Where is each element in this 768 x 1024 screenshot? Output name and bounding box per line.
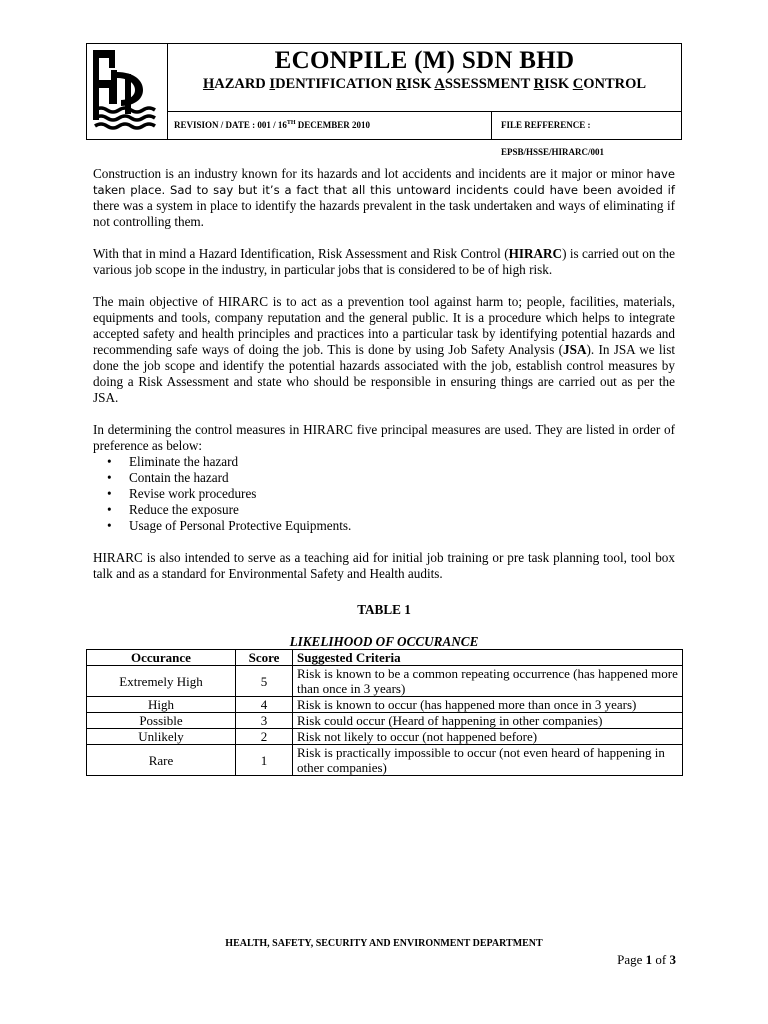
table-cell: High <box>87 697 236 713</box>
paragraph-hirarc: With that in mind a Hazard Identification, Risk Assessment and Risk Control (HIRARC) is carried out on the various job scope in the industry, in particular jobs that is considered to be of high risk. <box>93 246 675 277</box>
control-measures-list <box>93 454 675 534</box>
table-cell: Risk is known to be a common repeating occurrence (has happened more than once in 3 years) <box>293 666 683 697</box>
table-caption: TABLE 1 <box>357 602 411 617</box>
paragraph-intro: Construction is an industry known for its hazards and lot accidents and incidents are it major or minor have taken place. Sad to say but it’s a fact that all this untoward incidents could have been avoided if there was a system in place to identify the hazards prevalent in the task undertaken and ways of eliminating if not controlling them. <box>93 166 675 229</box>
document-body <box>93 166 675 666</box>
document-title: HAZARD IDENTIFICATION RISK ASSESSMENT RISK CONTROL <box>202 76 647 92</box>
table-cell: 2 <box>236 729 293 745</box>
paragraph-objective: The main objective of HIRARC is to act as a prevention tool against harm to; people, facilities, materials, equipments and tools, company reputation and the general public. It is a procedure which helps to integrate accepted safety and health principles and practices into a particular task by identifying potential hazards and recommending safe ways of doing the job. This is done by using Job Safety Analysis (JSA). In JSA we list done the job scope and identify the potential hazards associated with the job, establish control measures by doing a Risk Assessment and state who should be responsible in ensuring things are carried out as per the JSA. <box>93 294 676 405</box>
title-cell <box>168 44 681 112</box>
table-cell: Rare <box>87 745 236 776</box>
table-cell: 5 <box>236 666 293 697</box>
table-header-row <box>87 650 683 666</box>
table-row <box>87 745 683 776</box>
paragraph-teaching-aid: HIRARC is also intended to serve as a teaching aid for initial job training or pre task planning tool, tool box talk and as a standard for Environmental Safety and Health audits. <box>93 550 675 581</box>
table-cell: Risk not likely to occur (not happened before) <box>293 729 683 745</box>
econpile-logo-icon <box>87 44 167 139</box>
table-subtitle: LIKELIHOOD OF OCCURANCE <box>289 634 479 649</box>
list-item: • Usage of Personal Protective Equipments. <box>129 518 675 534</box>
table-row <box>87 666 683 697</box>
department-footer: HEALTH, SAFETY, SECURITY AND ENVIRONMENT DEPARTMENT <box>225 938 543 949</box>
table-cell: 3 <box>236 713 293 729</box>
file-reference: FILE REFFERENCE : EPSB/HSSE/HIRARC/001 <box>501 120 605 157</box>
likelihood-table <box>86 649 683 776</box>
table-cell: Unlikely <box>87 729 236 745</box>
paragraph-control-measures: In determining the control measures in HIRARC five principal measures are used. They are listed in order of preference as below: <box>93 422 675 453</box>
list-item: • Revise work procedures <box>129 486 675 502</box>
company-logo <box>87 44 168 139</box>
column-header: Score <box>236 650 293 666</box>
company-name: ECONPILE (M) SDN BHD <box>274 47 575 74</box>
table-cell: 1 <box>236 745 293 776</box>
column-header: Suggested Criteria <box>293 650 683 666</box>
table-cell: Risk is practically impossible to occur (not even heard of happening in other companies) <box>293 745 683 776</box>
page-number: Page 1 of 3 <box>617 952 676 967</box>
table-cell: Extremely High <box>87 666 236 697</box>
table-cell: Possible <box>87 713 236 729</box>
table-cell: 4 <box>236 697 293 713</box>
revision-date: REVISION / DATE : 001 / 16TH DECEMBER 2010 <box>168 112 492 139</box>
list-item: • Reduce the exposure <box>129 502 675 518</box>
table-cell: Risk is known to occur (has happened more than once in 3 years) <box>293 697 683 713</box>
list-item: • Contain the hazard <box>129 470 675 486</box>
table-cell: Risk could occur (Heard of happening in other companies) <box>293 713 683 729</box>
column-header: Occurance <box>87 650 236 666</box>
document-header <box>86 43 682 157</box>
list-item: • Eliminate the hazard <box>129 454 675 470</box>
table-row <box>87 697 683 713</box>
table-row <box>87 729 683 745</box>
table-row <box>87 713 683 729</box>
